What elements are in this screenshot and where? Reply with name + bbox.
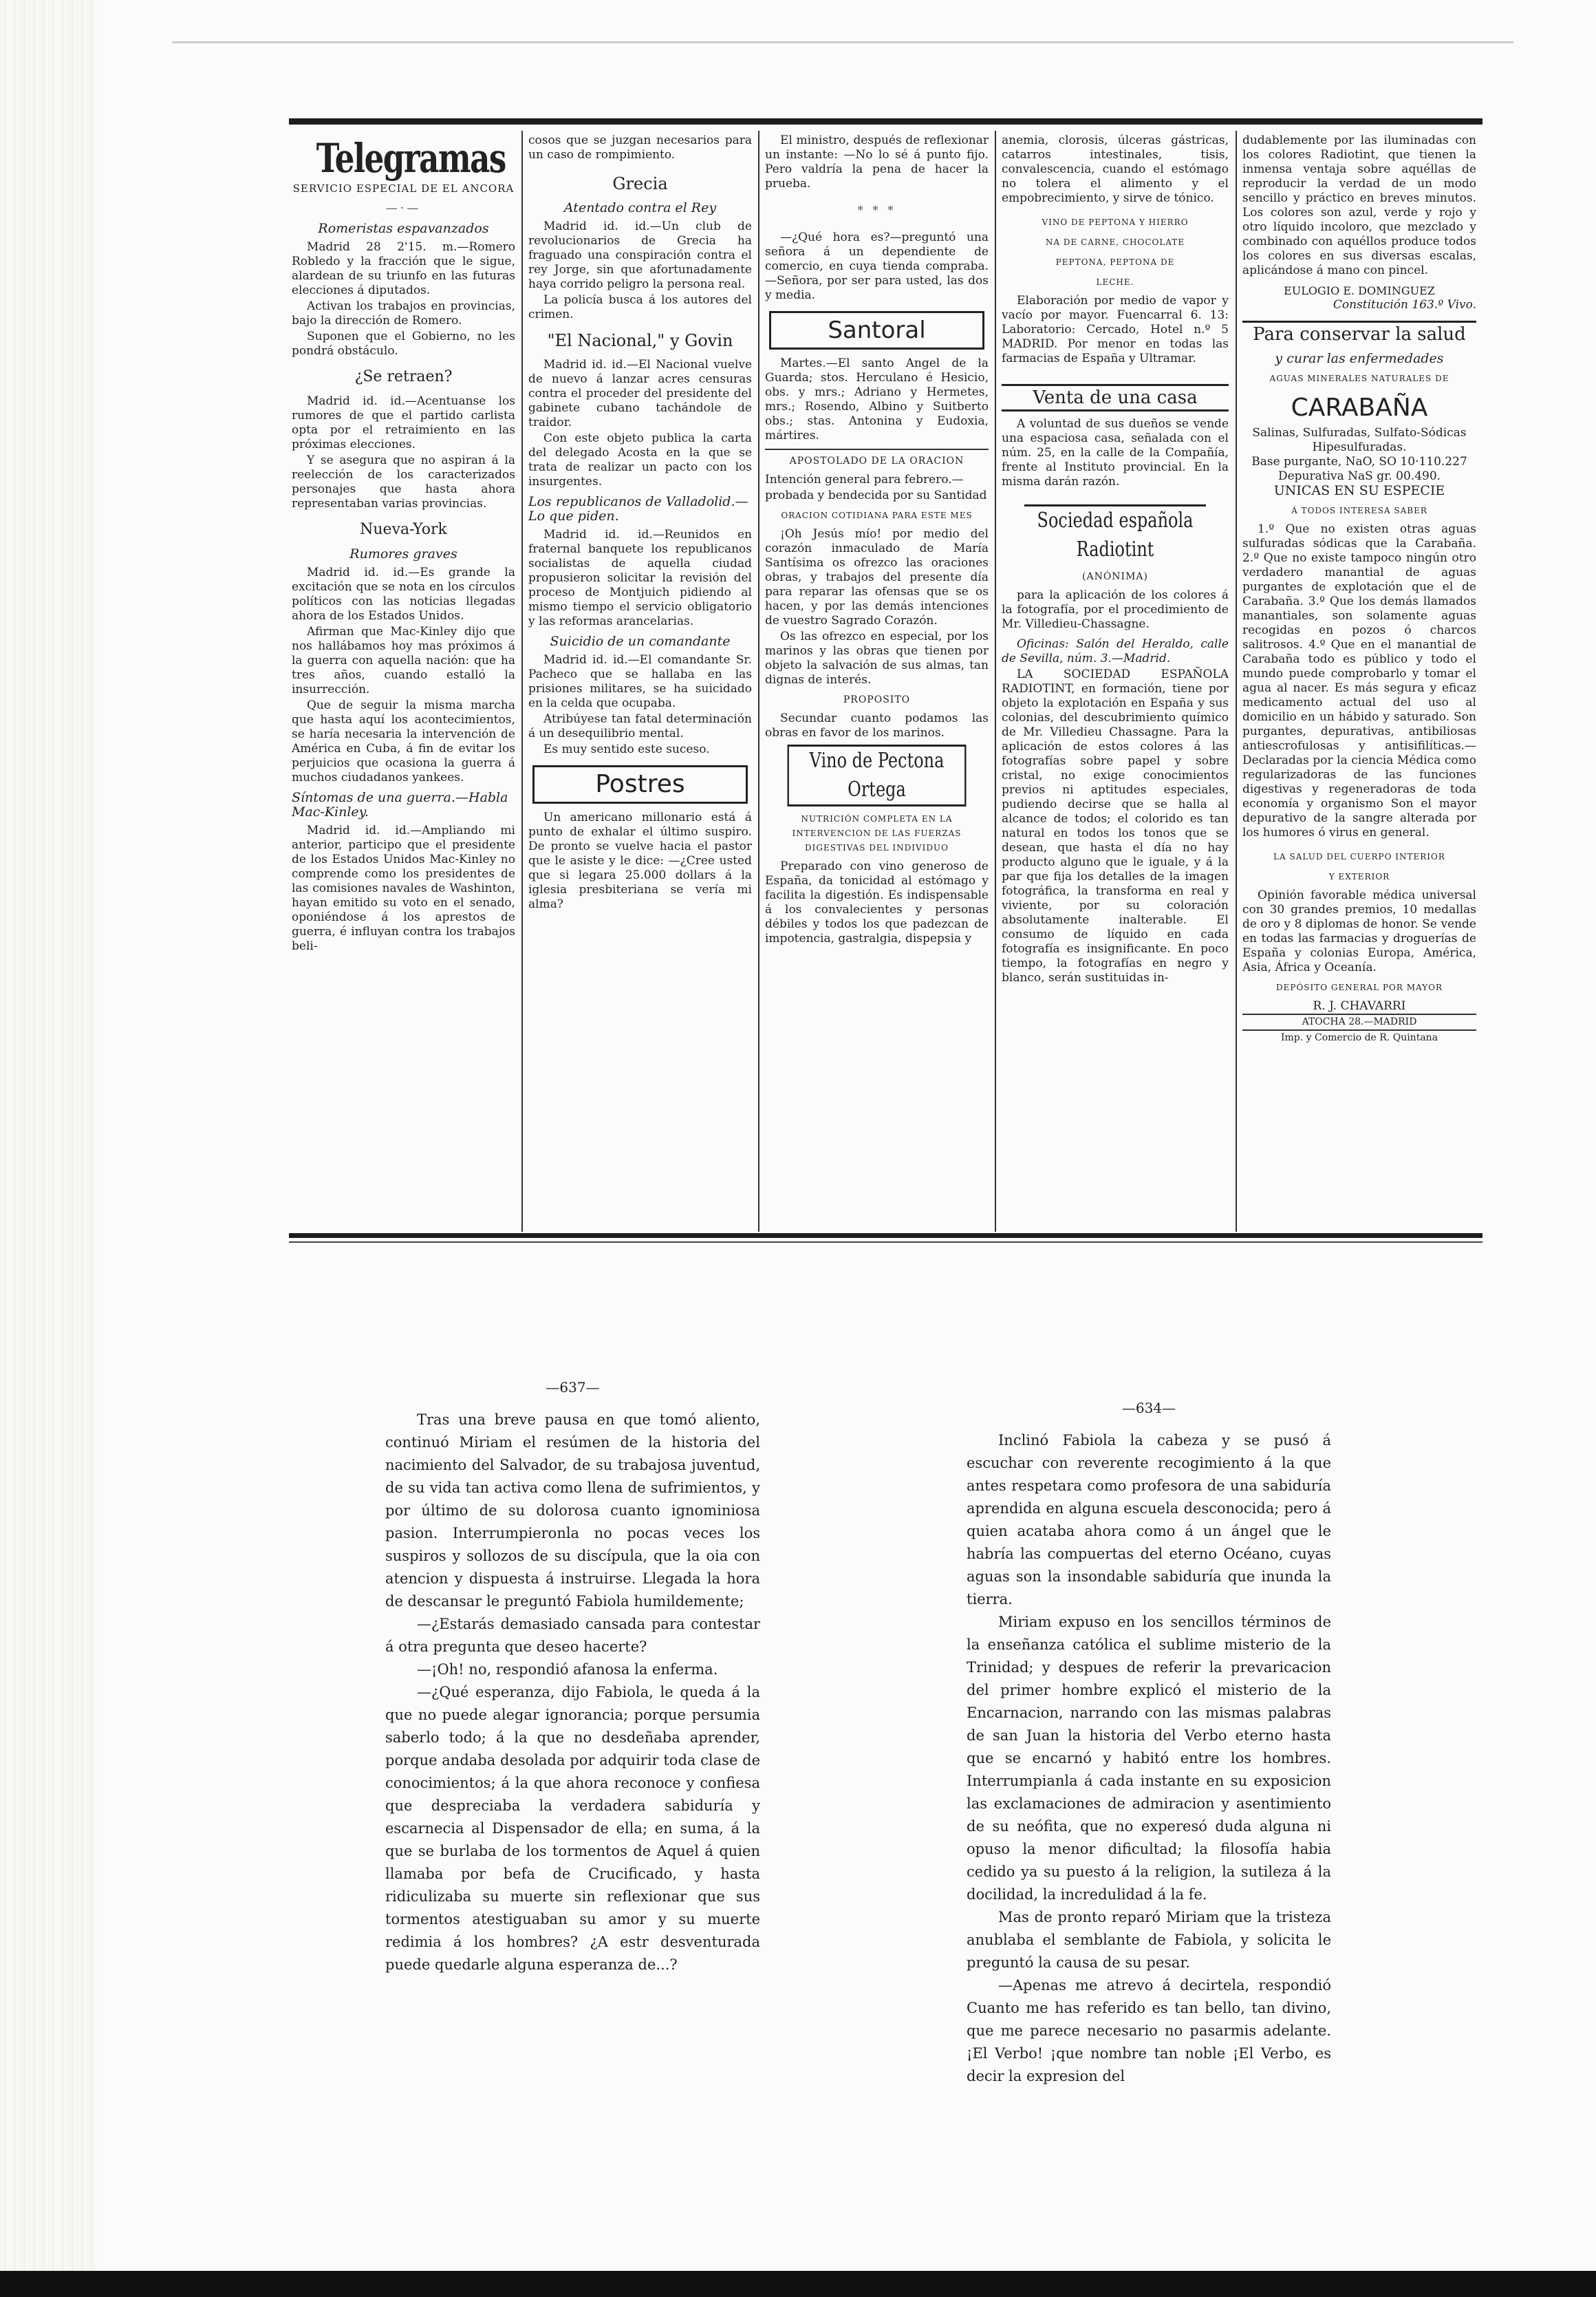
column-1 xyxy=(292,133,515,1224)
proposito-heading: PROPOSITO xyxy=(843,694,911,705)
book-paragraph: Inclinó Fabiola la cabeza y se pusó á escuchar con reverente recogimiento á la que antes respetara como profesora de una sabiduría aprendida en alguna escuela desconocida; pero á quien acataba ahora como á un ángel que le habría las compuertas del eterno Océano, cuyas aguas son la insondable sabiduría que inunda la tierra. xyxy=(967,1432,1331,1607)
paragraph: El ministro, después de reflexionar un instante: —No lo sé á punto fijo. Pero valdría la pena de hacer la prueba. xyxy=(765,133,989,191)
column-rule xyxy=(995,131,996,1232)
stars-divider: * * * xyxy=(857,204,896,217)
paragraph: Elaboración por medio de vapor y vacío por mayor. Fuencarral 6. 13: Laboratorio: Cercado, Hotel n.º 5 MADRID. Por menor en todas las farmacias de España y Ultramar. xyxy=(1002,294,1229,365)
paragraph: probada y bendecida por su Santidad xyxy=(765,489,987,502)
paragraph: Martes.—El santo Angel de la Guarda; stos. Herculano é Hesicio, obs. y mrs.; Adriano y Hermetes, mrs.; Rosendo, Albino y Suitberto obs.; stas. Antonina y Eudoxia, mártires. xyxy=(765,356,989,442)
interesa-line: Á TODOS INTERESA SABER xyxy=(1291,506,1427,515)
newspaper-clipping xyxy=(289,118,1482,1240)
sociedad-heading: Sociedad española Radiotint xyxy=(1024,504,1206,564)
paragraph: Que de seguir la misma marcha que hasta aquí los acontecimientos, se haría necesaria la intervención de América en Cuba, á fin de evitar los perjuicios que ocasiona la guerra á muchos ciudadanos yankees. xyxy=(292,698,515,784)
address-line: Constitución 163.º Vivo. xyxy=(1333,298,1476,312)
venta-heading: Venta de una casa xyxy=(1002,384,1229,412)
salud-line: LA SALUD DEL CUERPO INTERIOR xyxy=(1273,852,1445,862)
paragraph: cosos que se juzgan necesarios para un caso de rompimiento. xyxy=(528,133,752,162)
page-number: —637— xyxy=(546,1379,600,1396)
book-paragraph: —Apenas me atrevo á decirtela, respondió Cuanto me has referido es tan bello, tan divino, que me parece necesario no pasarmis adelante. ¡El Verbo! ¡que nombre tan noble ¡El Verbo, es decir la expresion del xyxy=(967,1977,1331,2084)
santoral-heading: Santoral xyxy=(769,311,984,350)
bottom-rule-thin xyxy=(289,1241,1482,1243)
salud-subheading: y curar las enfermedades xyxy=(1275,351,1444,366)
paragraph: Madrid 28 2'15. m.—Romero Robledo y la fracción que le sigue, alardean de su triunfo en las futuras elecciones á diputados. xyxy=(292,240,515,297)
divider: —·— xyxy=(385,202,422,215)
exterior-line: Y EXTERIOR xyxy=(1328,872,1390,882)
paragraph: Opinión favorable médica universal con 30 grandes premios, 10 medallas de oro y 8 diplomas de honor. Se vende en todas las farmacias y droguerías de España y colonias Europa, América, Asia, África y Oceanía. xyxy=(1242,888,1476,974)
column-rule xyxy=(1236,131,1237,1232)
paragraph: para la aplicación de los colores á la fotografía, por el procedimiento de Mr. Villedieu-Chassagne. xyxy=(1002,588,1229,631)
section-title: "El Nacional," y Govin xyxy=(547,331,733,350)
section-title: Grecia xyxy=(612,174,668,193)
paragraph: 1.º Que no existen otras aguas sulfuradas sódicas que la Carabaña. 2.º Que no existe tampoco ningún otro verdadero manantial de aguas purgantes de explotación que el de Carabaña. 3.º Que los demás llamados manantiales, son solamente aguas recogidas en pozos ó charcos salitrosos. 4.º Que en el manantial de Carabaña todo es público y todo el mundo puede comprobarlo y tomar el agua al nacer. Es más segura y eficaz medicamento actual del uso al domicilio en un hábido y saturado. Son purgantes, depurativas, antibiliosas antiescrofulosas y antisifilíticas.—Declaradas por la ciencia Médica como regularizadoras de las funciones digestivas y regeneradoras de toda economía y organismo Son el mayor depurativo de la sangre alterada por los humores ó virus en general. xyxy=(1242,522,1476,840)
paragraph: Activan los trabajos en provincias, bajo la dirección de Romero. xyxy=(292,299,515,328)
paragraph: Oficinas: Salón del Heraldo, calle de Sevilla, núm. 3.—Madrid. xyxy=(1002,637,1229,665)
book-page-left xyxy=(385,1376,760,1976)
book-page-right xyxy=(967,1397,1331,2088)
vino-line: PEPTONA, PEPTONA DE xyxy=(1055,257,1175,267)
aguas-line: AGUAS MINERALES NATURALES DE xyxy=(1269,374,1449,383)
vino-line: LECHE. xyxy=(1096,277,1134,287)
postres-heading: Postres xyxy=(532,765,748,804)
scan-bottom-band xyxy=(0,2271,1596,2297)
paragraph: dudablemente por las iluminadas con los colores Radiotint, que tienen la inmensa ventaja sobre aquéllas de reproducir la verdad de un modo sencillo y práctico en breves minutos. Los colores son azul, verde y rojo y otro líquido incoloro, que mezclado y combinado con aquéllos produce todos los colores en sus diversas escalas, aplicándose á mano con pincel. xyxy=(1242,133,1476,277)
paragraph: Y se asegura que no aspiran á la reelección de los caracterizados personajes que hasta ahora representaban varias provincias. xyxy=(292,453,515,511)
paragraph: LA SOCIEDAD ESPAÑOLA RADIOTINT, en formación, tiene por objeto la explotación en España y sus colonias, del descubrimiento químico de Mr. Villedieu Chassagne. Para la aplicación de estos colores á las fotografías sobre papel y sobre cristal, no exige conocimientos previos ni aptitudes especiales, pudiendo decirse que se halla al alcance de todos; el colorido es tan natural en todos los tonos que se desean, que hasta el día no hay producto alguno que le iguale, y á la par que fija los detalles de la imagen fotográfica, la transforma en real y viviente, por su coloración absolutamente inalterable. El consumo de líquido en cada fotografía es insignificante. En poco tiempo, la fotografías en negro y blanco, serán sustituidas in- xyxy=(1002,667,1229,985)
column-4 xyxy=(1002,133,1229,1224)
book-paragraph: —¿Qué esperanza, dijo Fabiola, le queda á la que no puede alegar ignorancia; porque persumia saberlo todo; á la que no desdeñaba aprender, porque andaba desolada por adquirir toda clase de conocimientos; á la que ahora reconoce y confiesa que despreciaba la verdadera sabiduría y escarnecia al Dispensador de ella; en suma, á la que se burlaba de los tormentos de Aquel á quien llamaba por befa de Crucificado, y hasta ridiculizaba su muerte sin reflexionar que sus tormentos atestiguaban su amor y su muerte redimia á los hombres? ¿A estr desventurada puede quedarle alguna esperanza de...? xyxy=(385,1684,760,1973)
paragraph: Con este objeto publica la carta del delegado Acosta en la que se trata de realizar un pacto con los insurgentes. xyxy=(528,431,752,489)
carabana-subheading: Salinas, Sulfuradas, Sulfato-Sódicas Hipesulfuradas. xyxy=(1252,426,1467,454)
atocha-line: ATOCHA 28.—MADRID xyxy=(1242,1014,1476,1031)
book-paragraph: —¿Estarás demasiado cansada para contestar á otra pregunta que deseo hacerte? xyxy=(385,1616,760,1655)
apostolado-heading: APOSTOLADO DE LA ORACION xyxy=(765,449,989,469)
paragraph: Madrid id. id.—Acentuanse los rumores de que el partido carlista opta por el retraimiento en las próximas elecciones. xyxy=(292,394,515,451)
paragraph: Preparado con vino generoso de España, da tonicidad al estómago y facilita la digestión. Es indispensable á los convalecientes y personas débiles y todos los que padezcan de impotencia, gastralgia, dispepsia y xyxy=(765,859,989,945)
book-paragraph: Miriam expuso en los sencillos términos de la enseñanza católica el sublime misterio de la Trinidad; y despues de referir la prevaricacion del primer hombre explicó el misterio de la Encarnacion, narrando con las mismas palabras de san Juan la historia del Verbo eterno hasta que se encarnó y habitó entre los hombres. Interrumpianla á cada instante en su exposicion las exclamaciones de admiracion y asentimiento de su neófita, que no experesó duda alguna ni opuso la menor dificultad; la filosofía habia cedido ya su puesto á la religion, la sutileza á la docilidad, la incredulidad á la fe. xyxy=(967,1614,1331,1903)
paragraph: A voluntad de sus dueños se vende una espaciosa casa, señalada con el núm. 25, en la calle de la Compañía, frente al Instituto provincial. En la misma darán razón. xyxy=(1002,417,1229,489)
paragraph: Suponen que el Gobierno, no les pondrá obstáculo. xyxy=(292,330,515,358)
chavarri-line: R. J. CHAVARRI xyxy=(1313,999,1406,1013)
formula-line: Depurativa NaS gr. 00.490. xyxy=(1277,469,1441,483)
formula-line: Base purgante, NaO, SO 10·110.227 xyxy=(1251,455,1467,469)
paragraph: Secundar cuanto podamos las obras en favor de los marinos. xyxy=(765,712,989,740)
vino-line: VINO DE PEPTONA Y HIERRO xyxy=(1042,217,1189,227)
vino-ad-subheading: NUTRICIÓN COMPLETA EN LA INTERVENCION DE LAS FUERZAS DIGESTIVAS DEL INDIVIDUO xyxy=(792,814,962,853)
section-subtitle: Atentado contra el Rey xyxy=(563,200,717,215)
book-paragraph: Mas de pronto reparó Miriam que la tristeza anublaba el semblante de Fabiola, y solicita le preguntó la causa de su pesar. xyxy=(967,1909,1331,1971)
section-title: ¿Se retraen? xyxy=(354,368,453,385)
deposito-line: DEPÓSITO GENERAL POR MAYOR xyxy=(1275,983,1443,992)
paragraph: anemia, clorosis, úlceras gástricas, catarros intestinales, tisis, convalescencia, cuando el estómago no tolera el alimento y el empobrecimiento, y sirve de tónico. xyxy=(1002,133,1229,205)
section-title: Romeristas espavanzados xyxy=(318,221,489,236)
paragraph: Madrid id. id.—El Nacional vuelve de nuevo á lanzar acres censuras contra el proceder del presidente del gabinete cubano tachándole de traidor. xyxy=(528,358,752,429)
book-paragraph: —¡Oh! no, respondió afanosa la enferma. xyxy=(417,1661,718,1678)
paragraph: Intención general para febrero.— xyxy=(765,473,964,487)
paragraph: Os las ofrezco en especial, por los marinos y las obras que tienen por objeto la salvación de sus almas, tan dignas de interés. xyxy=(765,630,989,687)
paragraph: Madrid id. id.—El comandante Sr. Pacheco que se hallaba en las prisiones militares, se ha suicidado en la celda que ocupaba. xyxy=(528,653,752,710)
column-2 xyxy=(528,133,752,1224)
imprenta-line: Imp. y Comercio de R. Quintana xyxy=(1280,1032,1438,1043)
signature: EULOGIO E. DOMINGUEZ xyxy=(1284,284,1435,297)
salud-heading: Para conservar la salud xyxy=(1242,321,1476,346)
section-title: Nueva-York xyxy=(360,521,447,538)
section-title: Suicidio de un comandante xyxy=(550,634,731,649)
bottom-rule xyxy=(289,1233,1482,1238)
vino-ad-heading: Vino de Pectona Ortega xyxy=(788,745,967,806)
paragraph: La policía busca á los autores del crimen. xyxy=(528,293,752,321)
scan-artifact-line xyxy=(172,41,1513,43)
column-rule xyxy=(521,131,523,1232)
paragraph: Madrid id. id.—Reunidos en fraternal banquete los republicanos socialistas de aquella ciudad propusieron solicitar la revisión del proceso de Montjuich pidiendo al mismo tiempo el servicio obligatorio y las reformas arancelarias. xyxy=(528,528,752,628)
unicas-line: UNICAS EN SU ESPECIE xyxy=(1273,483,1445,498)
section-title: Síntomas de una guerra.—Habla Mac-Kinley. xyxy=(292,790,508,820)
column-3 xyxy=(765,133,989,1224)
page-number: —634— xyxy=(1121,1400,1176,1416)
vino-line: NA DE CARNE, CHOCOLATE xyxy=(1045,237,1185,247)
column-5 xyxy=(1242,133,1476,1224)
section-subtitle: Rumores graves xyxy=(349,546,457,562)
sociedad-subheading: (ANÓNIMA) xyxy=(1082,571,1148,582)
paragraph: Madrid id. id.—Un club de revolucionarios de Grecia ha fraguado una conspiración contra el rey Jorge, sin que afortunadamente haya corrido peligro la persona real. xyxy=(528,220,752,291)
telegramas-heading: Telegramas xyxy=(316,135,506,182)
paragraph: Atribúyese tan fatal determinación á un desequilibrio mental. xyxy=(528,712,752,740)
paragraph: Madrid id. id.—Es grande la excitación que se nota en los círculos políticos con las noticias llegadas ahora de los Estados Unidos. xyxy=(292,566,515,623)
paragraph: Afirman que Mac-Kinley dijo que nos hallábamos hoy mas próximos á la guerra con aquella nación: que ha tres años, cuando estalló la insurrección. xyxy=(292,625,515,696)
paragraph: Un americano millonario está á punto de exhalar el último suspiro. De pronto se vuelve hacia el pastor que le asiste y le dice: —¿Cree usted que si legara 25.000 dollars á la iglesia presbiteriana se vería mi alma? xyxy=(528,811,752,911)
paragraph: Es muy sentido este suceso. xyxy=(543,742,710,756)
paragraph: ¡Oh Jesús mío! por medio del corazón inmaculado de María Santísima os ofrezco las oraciones obras, y trabajos del presente día para reparar las ofensas que se os hacen, y por las demás intenciones de vuestro Sagrado Corazón. xyxy=(765,527,989,628)
oracion-heading: ORACION COTIDIANA PARA ESTE MES xyxy=(781,511,973,520)
book-paragraph: Tras una breve pausa en que tomó aliento, continuó Miriam el resúmen de la historia del nacimiento del Salvador, de su trabajosa juventud, de su vida tan activa como llena de sufrimientos, y por último de su dolorosa cuanto ignominiosa pasion. Interrumpieronla no pocas veces los suspiros y sollozos de su discípula, que la oia con atencion y dispuesta á instruirse. Llegada la hora de descansar le preguntó Fabiola humildemente; xyxy=(385,1411,760,1610)
top-rule xyxy=(289,118,1482,125)
paragraph: Madrid id. id.—Ampliando mi anterior, participo que el presidente de los Estados Unidos Mac-Kinley no comprende como los presidentes de las comisiones navales de Washinton, hayan emitido su voto en el senado, oponiéndose á los aprestos de guerra, é influyan contra los trabajos beli- xyxy=(292,824,515,953)
carabana-heading: CARABAÑA xyxy=(1291,394,1428,422)
section-title: Los republicanos de Valladolid.—Lo que piden. xyxy=(528,494,748,524)
service-line: SERVICIO ESPECIAL DE EL ANCORA xyxy=(292,182,515,195)
scan-edge-noise xyxy=(0,0,96,2297)
paragraph: —¿Qué hora es?—preguntó una señora á un dependiente de comercio, en cuya tienda compraba. —Señora, por ser para usted, las dos y media. xyxy=(765,231,989,302)
column-rule xyxy=(758,131,759,1232)
